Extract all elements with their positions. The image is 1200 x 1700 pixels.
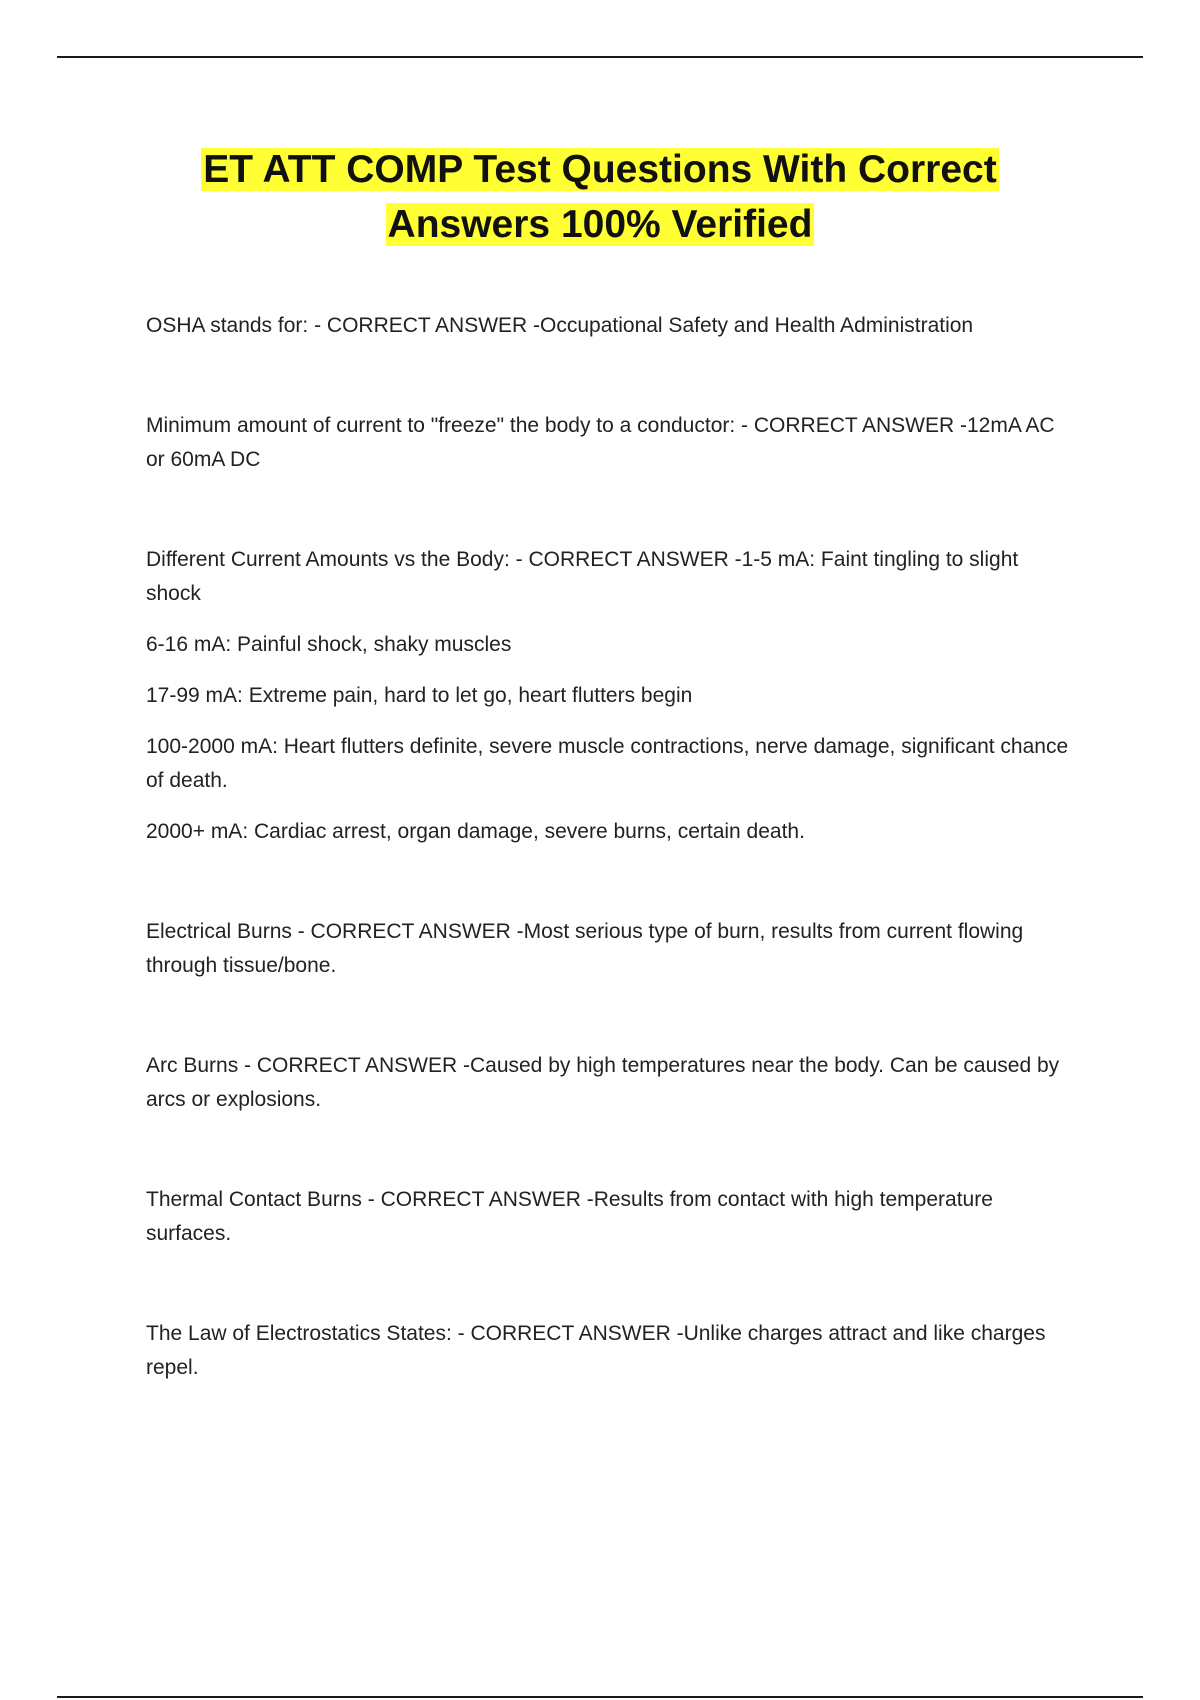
qa-subline: 2000+ mA: Cardiac arrest, organ damage, severe burns, certain death. <box>146 820 805 843</box>
qa-text: Arc Burns - CORRECT ANSWER -Caused by high temperatures near the body. Can be caused by arcs or explosions. <box>146 1054 1060 1111</box>
qa-entry <box>146 309 1076 343</box>
qa-subline: 17-99 mA: Extreme pain, hard to let go, heart flutters begin <box>146 684 693 707</box>
title-line-2: Answers 100% Verified <box>387 203 813 246</box>
qa-text: Electrical Burns - CORRECT ANSWER -Most serious type of burn, results from current flowing through tissue/bone. <box>146 920 1024 977</box>
qa-entry <box>146 1183 1076 1251</box>
title-line-1: ET ATT COMP Test Questions With Correct <box>203 148 997 191</box>
qa-entry <box>146 1049 1076 1117</box>
document-body <box>146 309 1076 1385</box>
qa-entry <box>146 543 1076 849</box>
qa-text: The Law of Electrostatics States: - CORRECT ANSWER -Unlike charges attract and like charges repel. <box>146 1322 1046 1379</box>
qa-entry <box>146 1317 1076 1385</box>
qa-subline: 6-16 mA: Painful shock, shaky muscles <box>146 633 512 656</box>
qa-entry <box>146 915 1076 983</box>
bottom-rule <box>57 1696 1143 1698</box>
qa-entry <box>146 409 1076 477</box>
qa-text: Thermal Contact Burns - CORRECT ANSWER -Results from contact with high temperature surfaces. <box>146 1188 993 1245</box>
qa-text: Minimum amount of current to "freeze" the body to a conductor: - CORRECT ANSWER -12mA AC or 60mA DC <box>146 414 1055 471</box>
qa-subline: 100-2000 mA: Heart flutters definite, severe muscle contractions, nerve damage, significant chance of death. <box>146 735 1069 792</box>
document-title <box>0 142 1200 252</box>
qa-text: Different Current Amounts vs the Body: - CORRECT ANSWER -1-5 mA: Faint tingling to slight shock <box>146 548 1019 605</box>
top-rule <box>57 56 1143 58</box>
qa-text: OSHA stands for: - CORRECT ANSWER -Occupational Safety and Health Administration <box>146 314 974 337</box>
